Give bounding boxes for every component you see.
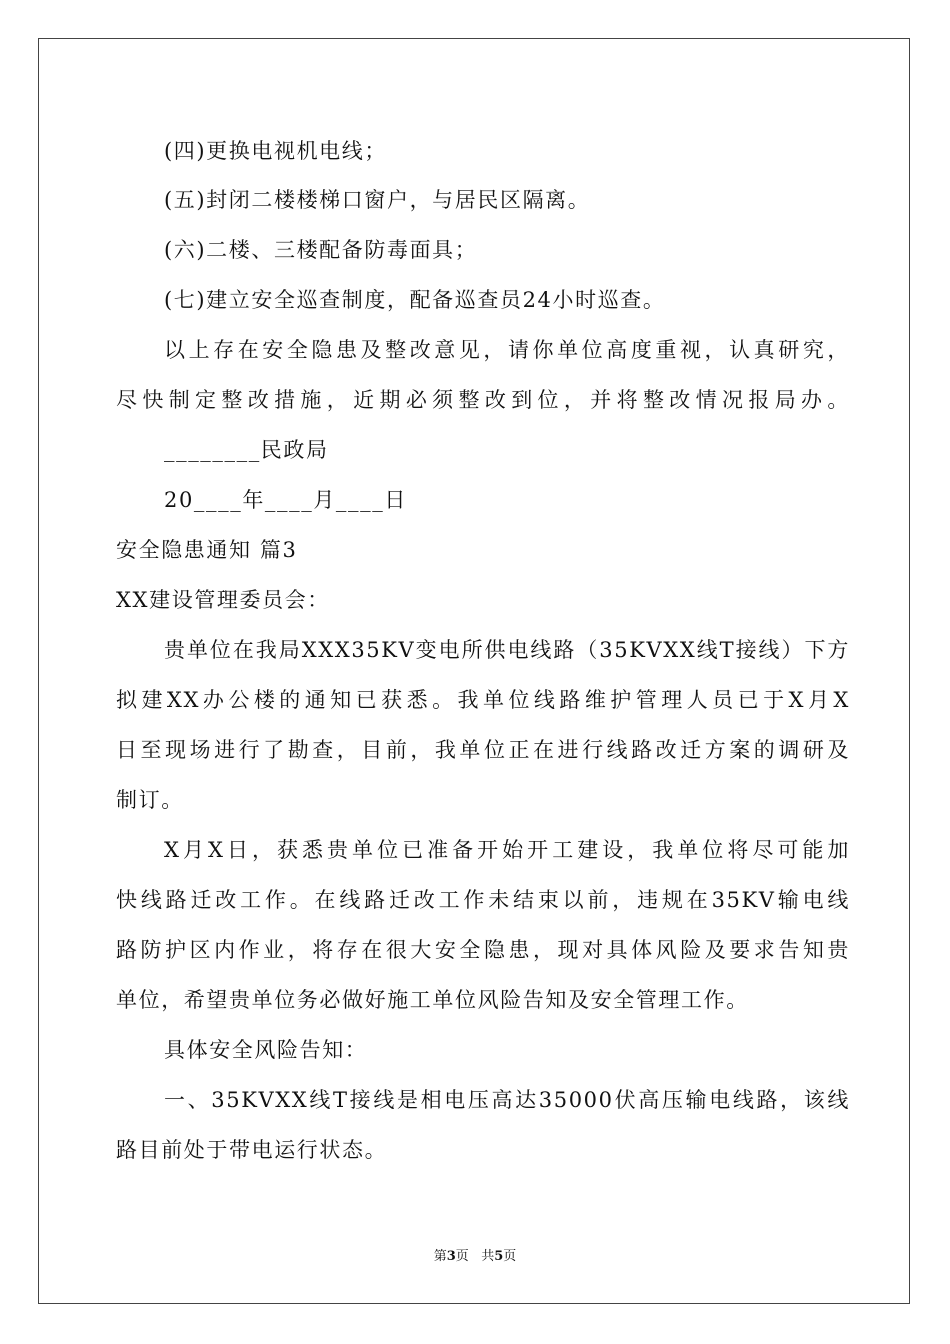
page-suffix: 页 xyxy=(455,1249,469,1264)
text-line: X月X日，获悉贵单位已准备开始开工建设，我单位将尽可能加 xyxy=(164,838,850,862)
page-border xyxy=(38,38,910,1304)
text-line: (六)二楼、三楼配备防毒面具； xyxy=(164,238,478,262)
addressee: XX建设管理委员会： xyxy=(116,588,330,612)
text-line: 以上存在安全隐患及整改意见，请你单位高度重视，认真研究， xyxy=(164,338,850,362)
page-number: 3 xyxy=(446,1249,456,1264)
page-prefix: 第 xyxy=(433,1249,447,1264)
text-line: 拟建XX办公楼的通知已获悉。我单位线路维护管理人员已于X月X xyxy=(116,688,850,712)
text-line: (七)建立安全巡查制度，配备巡查员24小时巡查。 xyxy=(164,288,666,312)
date-line: 20____年____月____日 xyxy=(164,488,407,512)
text-line: 单位，希望贵单位务必做好施工单位风险告知及安全管理工作。 xyxy=(116,988,749,1012)
total-pages: 5 xyxy=(494,1249,504,1264)
page-footer xyxy=(0,1248,950,1266)
text-line: 快线路迁改工作。在线路迁改工作未结束以前，违规在35KV输电线 xyxy=(116,888,850,912)
section-heading: 安全隐患通知 篇3 xyxy=(116,538,298,562)
text-line: 贵单位在我局XXX35KV变电所供电线路（35KVXX线T接线）下方 xyxy=(164,638,850,662)
text-line: 日至现场进行了勘查，目前，我单位正在进行线路改迁方案的调研及 xyxy=(116,738,850,762)
total-suffix: 页 xyxy=(503,1249,517,1264)
text-line: (四)更换电视机电线； xyxy=(164,139,387,163)
text-line: 具体安全风险告知： xyxy=(164,1038,368,1062)
text-line: 尽快制定整改措施，近期必须整改到位，并将整改情况报局办。 xyxy=(116,388,850,412)
text-line: 路防护区内作业，将存在很大安全隐患，现对具体风险及要求告知贵 xyxy=(116,938,850,962)
signature-line: ________民政局 xyxy=(164,438,329,462)
text-line: (五)封闭二楼楼梯口窗户，与居民区隔离。 xyxy=(164,188,591,212)
total-prefix: 共 xyxy=(481,1249,495,1264)
text-line: 一、35KVXX线T接线是相电压高达35000伏高压输电线路，该线 xyxy=(164,1088,850,1112)
text-line: 制订。 xyxy=(116,788,184,812)
text-line: 路目前处于带电运行状态。 xyxy=(116,1138,388,1162)
